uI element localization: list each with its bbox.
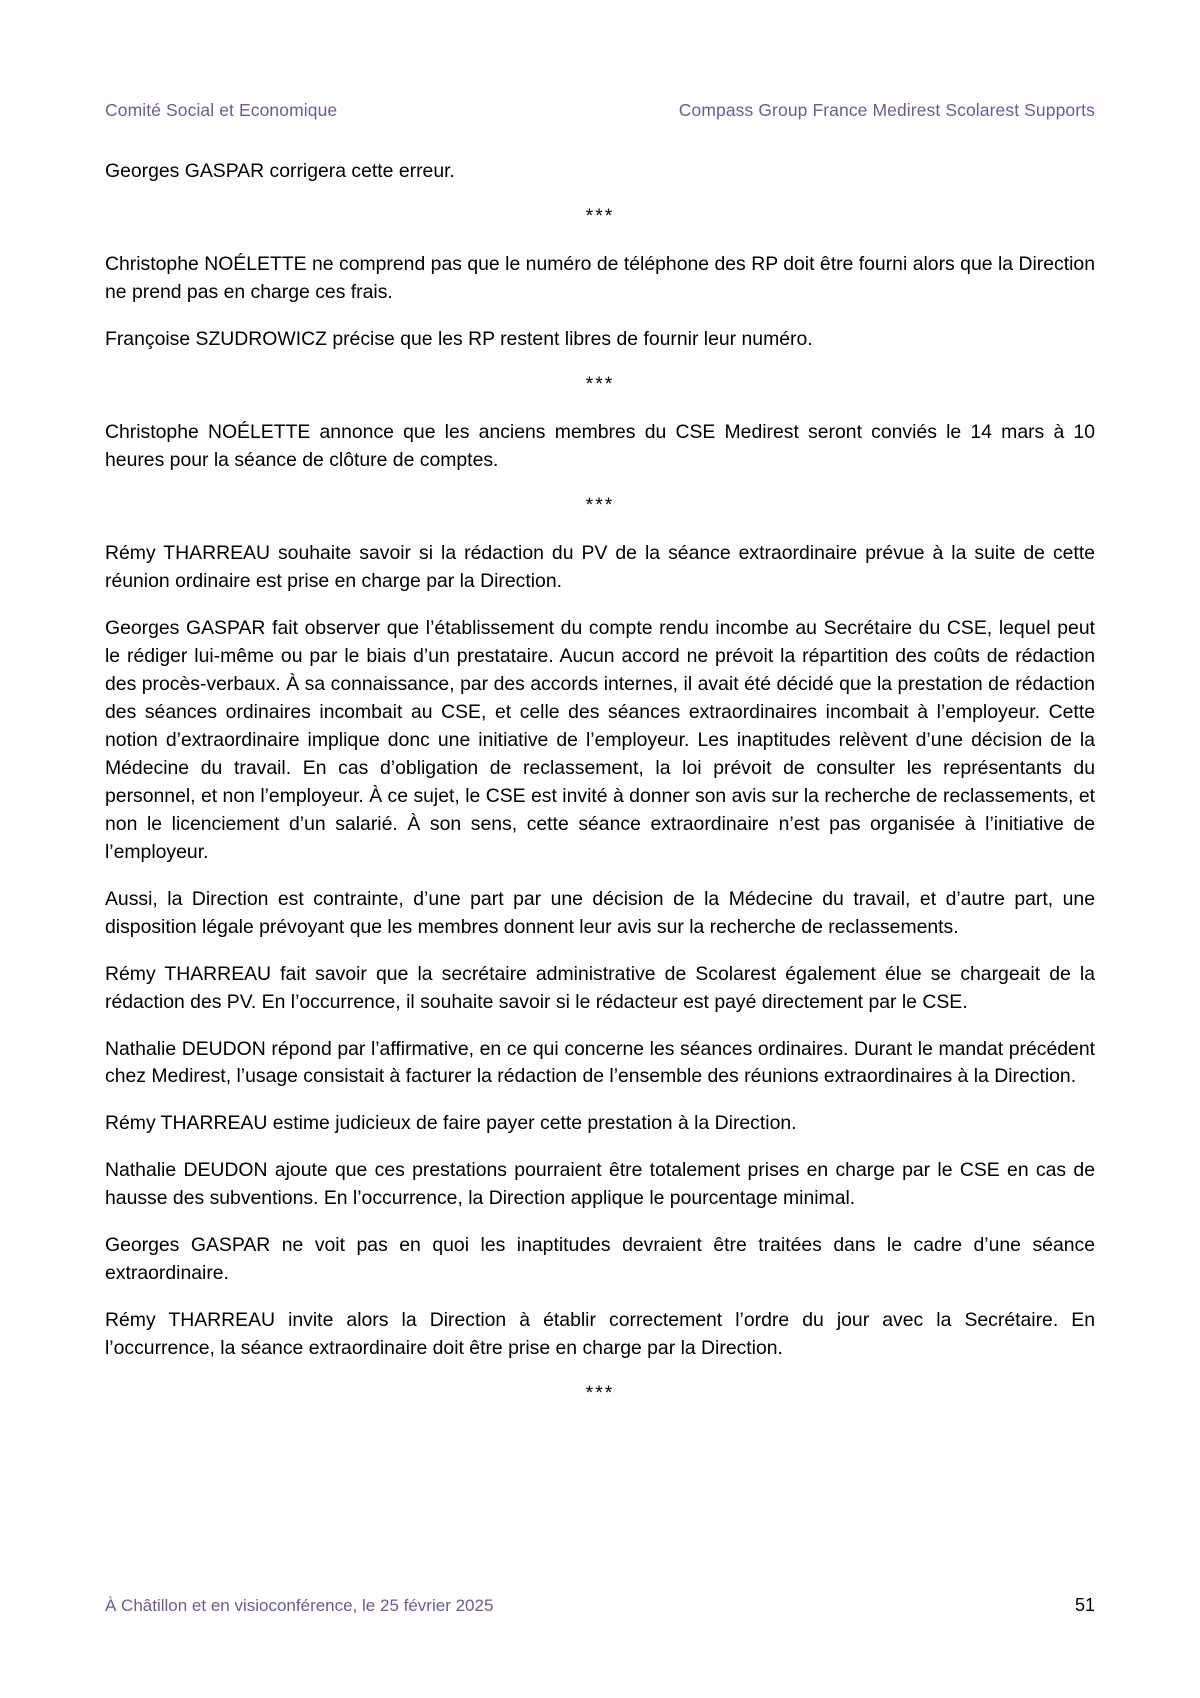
paragraph: Nathalie DEUDON répond par l’affirmative, en ce qui concerne les séances ordinaires. Durant le mandat précédent chez Medirest, l’usage consistait à facturer la rédaction de l’ensemble des réunions extraordinaires à la Direction.	[105, 1037, 1095, 1088]
paragraph: Christophe NOÉLETTE annonce que les anciens membres du CSE Medirest seront conviés le 14 mars à 10 heures pour la séance de clôture de comptes.	[105, 421, 1095, 472]
section-separator: ***	[585, 494, 615, 517]
paragraph: Georges GASPAR ne voit pas en quoi les inaptitudes devraient être traitées dans le cadre d’une séance extraordinaire.	[105, 1234, 1095, 1285]
paragraph: Rémy THARREAU estime judicieux de faire payer cette prestation à la Direction.	[105, 1112, 797, 1135]
section-separator: ***	[585, 373, 615, 396]
paragraph: Françoise SZUDROWICZ précise que les RP restent libres de fournir leur numéro.	[105, 328, 813, 351]
document-body	[105, 158, 1095, 1428]
header-left-title: Comité Social et Economique	[105, 100, 338, 120]
page-header	[105, 100, 1095, 121]
header-right-title: Compass Group France Medirest Scolarest Supports	[678, 100, 1095, 120]
page-content-area	[105, 0, 1095, 1698]
paragraph: Christophe NOÉLETTE ne comprend pas que le numéro de téléphone des RP doit être fourni alors que la Direction ne prend pas en charge ces frais.	[105, 253, 1095, 304]
paragraph: Rémy THARREAU souhaite savoir si la rédaction du PV de la séance extraordinaire prévue à la suite de cette réunion ordinaire est prise en charge par la Direction.	[105, 542, 1095, 593]
footer-location-date: À Châtillon et en visioconférence, le 25 février 2025	[105, 1596, 494, 1615]
section-separator: ***	[585, 204, 615, 227]
section-separator: ***	[585, 1381, 615, 1404]
paragraph: Aussi, la Direction est contrainte, d’une part par une décision de la Médecine du travail, et d’autre part, une disposition légale prévoyant que les membres donnent leur avis sur la recherche de reclassements.	[105, 887, 1095, 938]
page-number: 51	[1074, 1595, 1095, 1615]
paragraph: Rémy THARREAU invite alors la Direction à établir correctement l’ordre du jour avec la Secrétaire. En l’occurrence, la séance extraordinaire doit être prise en charge par la Direction.	[105, 1309, 1095, 1360]
paragraph: Georges GASPAR fait observer que l’établissement du compte rendu incombe au Secrétaire du CSE, lequel peut le rédiger lui-même ou par le biais d’un prestataire. Aucun accord ne prévoit la répartition des coûts de rédaction des procès-verbaux. À sa connaissance, par des accords internes, il avait été décidé que la prestation de rédaction des séances ordinaires incombait au CSE, et celle des séances extraordinaires incombait à l’employeur. Cette notion d’extraordinaire implique donc une initiative de l’employeur. Les inaptitudes relèvent d’une décision de la Médecine du travail. En cas d’obligation de reclassement, la loi prévoit de consulter les représentants du personnel, et non l’employeur. À ce sujet, le CSE est invité à donner son avis sur la recherche de reclassements, et non le licenciement d’un salarié. À son sens, cette séance extraordinaire n’est pas organisée à l’initiative de l’employeur.	[105, 617, 1095, 863]
page-footer	[105, 1595, 1095, 1616]
paragraph: Georges GASPAR corrigera cette erreur.	[105, 160, 455, 182]
paragraph: Rémy THARREAU fait savoir que la secrétaire administrative de Scolarest également élue se chargeait de la rédaction des PV. En l’occurrence, il souhaite savoir si le rédacteur est payé directement par le CSE.	[105, 962, 1095, 1013]
paragraph: Nathalie DEUDON ajoute que ces prestations pourraient être totalement prises en charge par le CSE en cas de hausse des subventions. En l’occurrence, la Direction applique le pourcentage minimal.	[105, 1159, 1095, 1210]
